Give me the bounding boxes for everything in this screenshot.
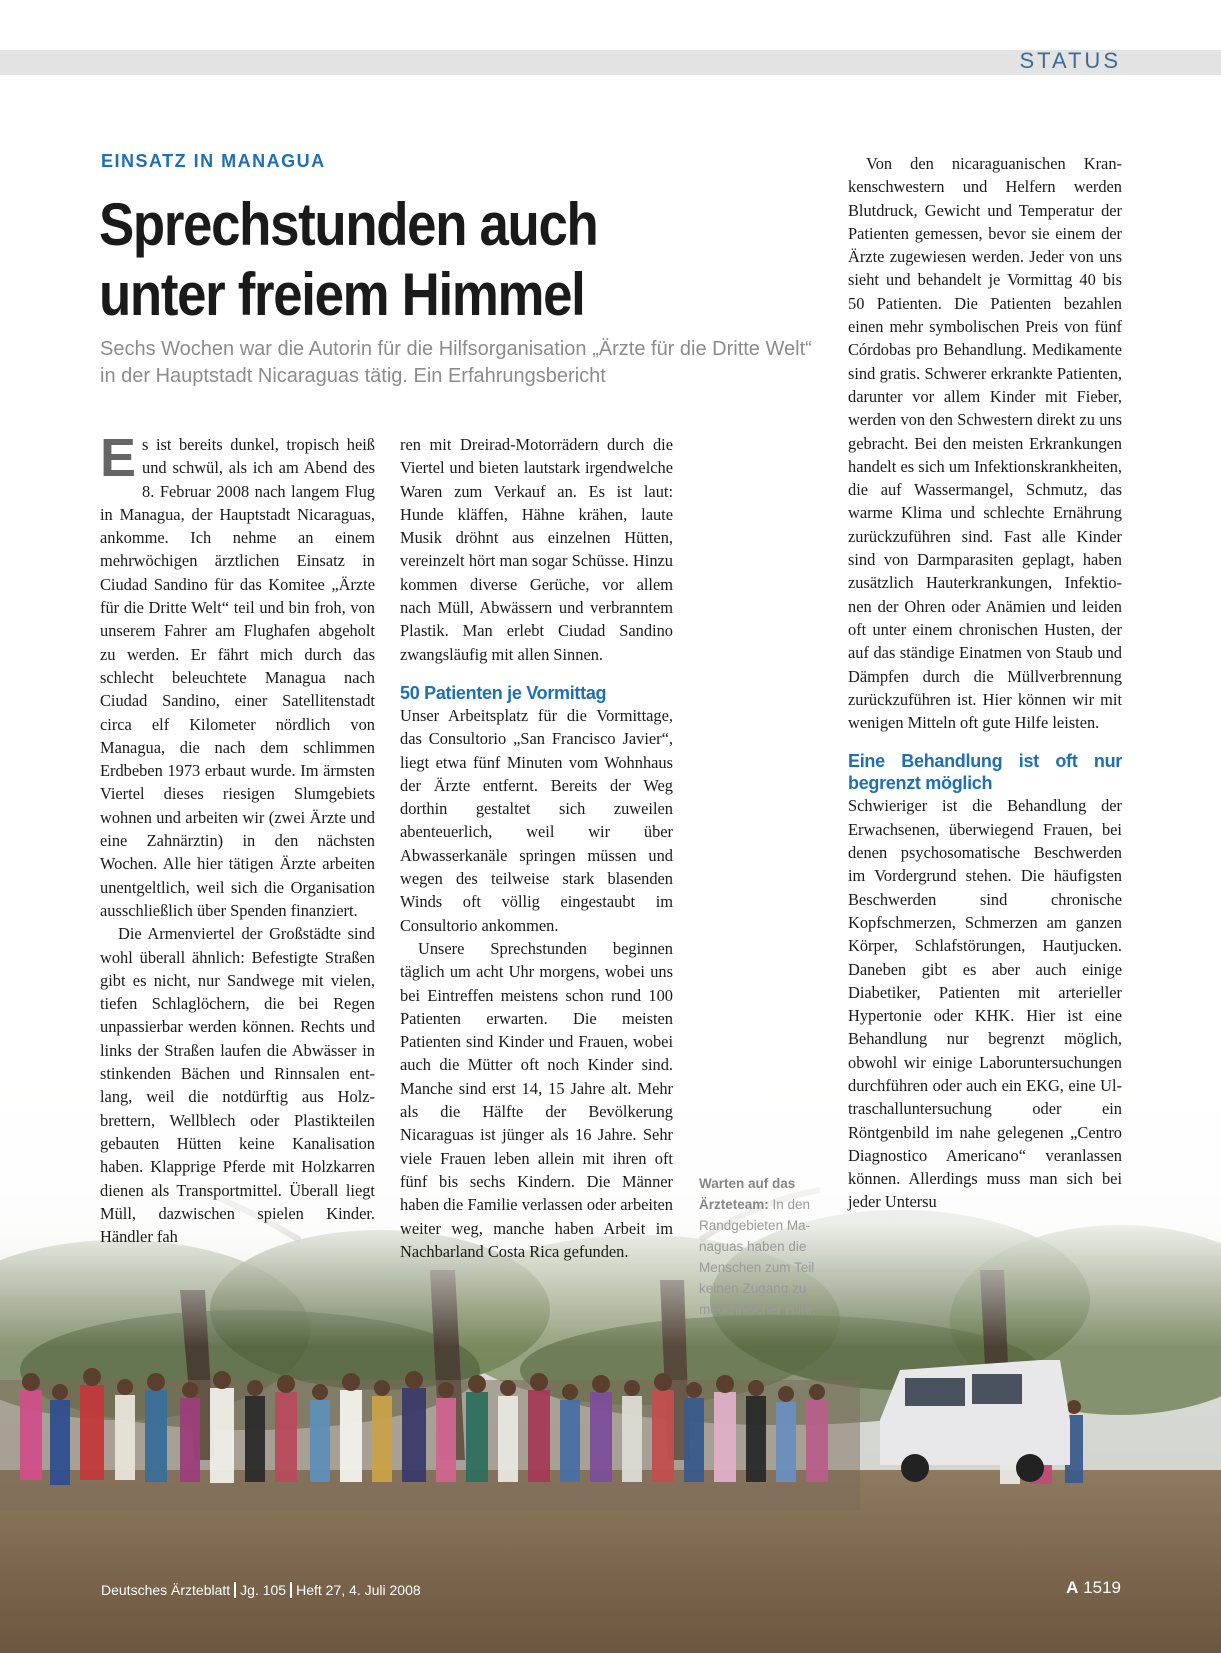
footer-citation: Deutsches Ärzteblatt Jg. 105 Heft 27, 4. Juli 2008 bbox=[101, 1582, 421, 1598]
article-headline bbox=[99, 190, 715, 330]
article-deck: Sechs Wochen war die Autorin für die Hilfsorganisation „Ärzte für die Dritte Welt“ in der Hauptstadt Nicaraguas tätig. Ein Erfahrungsbericht bbox=[100, 338, 812, 387]
column-3 bbox=[848, 152, 1122, 1214]
paragraph: Unser Arbeitsplatz für die Vormittage, das Consultorio „San Francisco Javier“, liegt etwa fünf Minuten vom Wohnhaus der Ärzte entfernt. Bereits der Weg dorthin gestaltet sich zuweilen abenteuerlich, weil wir über Abwasserkanäle springen müssen und wegen des teilweise stark blasenden Winds oft völlig eingestaubt im Consultorio ankommen. bbox=[400, 705, 673, 935]
issue-date: 4. Juli 2008 bbox=[349, 1582, 421, 1598]
headline-line-1: Sprechstunden auch bbox=[99, 191, 598, 258]
caption-text: In den Randgebieten Managuas haben die Menschen zum Teil keinen Zugang zu medizinischer Hilfe. bbox=[699, 1197, 817, 1317]
paragraph: ren mit Dreirad-Motorrädern durch die Viertel und bieten lautstark irgendwelche Waren zum Verkauf an. Es ist laut: Hunde kläffen, Hähne krähen, laute Musik dröhnt aus einzelnen Hütten, vereinzelt hört man sogar Schüsse. Hinzu kommen diverse Gerüche, vor allem nach Müll, Abwässern und verbranntem Plastik. Man erlebt Ciudad Sandino zwangsläufig mit allen Sinnen. bbox=[400, 435, 673, 664]
column-1 bbox=[100, 428, 375, 1248]
caption-title: Warten auf das Ärzteteam: bbox=[699, 1176, 796, 1212]
paragraph bbox=[100, 428, 375, 922]
issue: Heft 27 bbox=[296, 1582, 342, 1598]
column-2 bbox=[400, 433, 673, 1263]
headline-line-2: unter freiem Himmel bbox=[99, 261, 585, 328]
paragraph-text: s ist bereits dunkel, tropisch heiß und schwül, als ich am Abend des 8. Februar 2008 nach langem Flug in Managua, der Hauptstadt Nicaraguas, ankomme. Ich nehme an einem mehrwöchigen ärztlichen Einsatz in Ciudad Sandino für das Komitee „Ärzte für die Dritte Welt“ teil und bin froh, von unserem Fahrer am Flughafen abgeholt zu werden. Er fährt mich durch das schlecht beleuchtete Managua nach Ciudad Sandino, einer Satellitenstadt circa elf Kilometer nördlich von Managua, die nach dem schlimmen Erdbeben 1973 erbaut wurde. Im ärmsten Viertel dieses riesigen Slumgebiets wohnen und arbeiten wir (zwei Ärzte und eine Zahnärztin) in den nächsten Wochen. Alle hier tätigen Ärzte arbeiten unentgeltlich, weil sich die Organisation ausschließlich über Spenden finanziert. bbox=[100, 435, 375, 920]
article-kicker: EINSATZ IN MANAGUA bbox=[101, 151, 326, 171]
divider bbox=[290, 1582, 292, 1598]
drop-cap: E bbox=[100, 428, 137, 488]
paragraph: Von den nicaraguanischen Krankenschwestern und Helfern werden Blutdruck, Gewicht und Temperatur der Patienten gemessen, bevor sie einem der Ärzte zugewiesen werden. Jeder von uns sieht und behandelt je Vormittag 40 bis 50 Patienten. Die Patienten bezahlen einen mehr symbolischen Preis von fünf Córdobas pro Behandlung. Medikamente sind gratis. Schwerer erkrankte Patienten, darunter vor allem Kinder mit Fieber, werden von den Schwestern direkt zu uns gebracht. Bei den meisten Erkrankungen handelt es sich um Infektionskrankheiten, die auf Wassermangel, Schmutz, das warme Klima und schlechte Ernährung zurückzuführen sind. Fast alle Kinder sind von Darmparasiten geplagt, haben zusätzlich Hauterkrankungen, Infektionen der Ohren oder Anämien und leiden oft unter einem chronischen Husten, der auf das ständige Einatmen von Staub und Dämpfen durch die Müllverbrennung zurückzuführen ist. Hier können wir mit wenigen Mitteln oft gute Hilfe leisten. bbox=[848, 154, 1122, 733]
paragraph: Die Armenviertel der Großstädte sind wohl überall ähnlich: Befestigte Straßen gibt es nicht, nur Sandwege mit vielen, tiefen Schlaglöchern, die bei Regen unpassierbar werden können. Rechts und links der Straßen laufen die Abwässer in stinkenden Bächen und Rinnsalen entlang, weil die notdürftig aus Holzbrettern, Wellblech oder Plastikteilen gebauten Hütten keine Kanalisation haben. Klapprige Pferde mit Holzkarren dienen als Transportmittel. Überall liegt Müll, dazwischen spielen Kinder. Händler fah bbox=[100, 924, 375, 1247]
volume: Jg. 105 bbox=[240, 1582, 287, 1598]
page-prefix: A bbox=[1066, 1578, 1079, 1597]
photo-caption bbox=[699, 1173, 829, 1320]
page-number-value: 1519 bbox=[1083, 1578, 1121, 1597]
paragraph: Schwieriger ist die Behandlung der Erwachsenen, überwiegend Frauen, bei denen psychosomatische Beschwerden im Vordergrund stehen. Die häufigsten Beschwerden sind chronische Kopfschmerzen, Schmerzen am ganzen Körper, Schlafstörungen, Hautjucken. Daneben gibt es aber auch einige Diabetiker, Patienten mit arterieller Hypertonie oder KHK. Hier ist eine Behandlung nur begrenzt möglich, obwohl wir einige Laboruntersuchungen durchführen oder auch ein EKG, eine Ultraschalluntersuchung oder ein Röntgenbild im nahe gelegenen „Centro Diagnostico Americano“ veranlassen können. Allerdings muss man sich bei jeder Untersu bbox=[848, 796, 1122, 1212]
subheading: 50 Patienten je Vormittag bbox=[400, 682, 607, 703]
paragraph: Unsere Sprechstunden beginnen täglich um acht Uhr morgens, wobei uns bei Eintreffen meistens schon rund 100 Patienten erwarten. Die meisten Patienten sind Kinder und Frauen, wobei auch die Mütter oft noch Kinder sind. Manche sind erst 14, 15 Jahre alt. Mehr als die Hälfte der Bevölkerung Nicaraguas ist jünger als 16 Jahre. Sehr viele Frauen leben allein mit ihren oft fünf bis sechs Kindern. Die Männer haben die Familie verlassen oder arbeiten weiter weg, manche haben Arbeit im Nachbarland Costa Rica gefunden. bbox=[400, 938, 673, 1261]
section-label: STATUS bbox=[1019, 48, 1121, 73]
page-number bbox=[1066, 1578, 1121, 1598]
journal-name: Deutsches Ärzteblatt bbox=[101, 1582, 231, 1598]
subheading: Eine Behandlung ist oft nur begrenzt möglich bbox=[848, 751, 1122, 794]
divider bbox=[234, 1582, 236, 1598]
